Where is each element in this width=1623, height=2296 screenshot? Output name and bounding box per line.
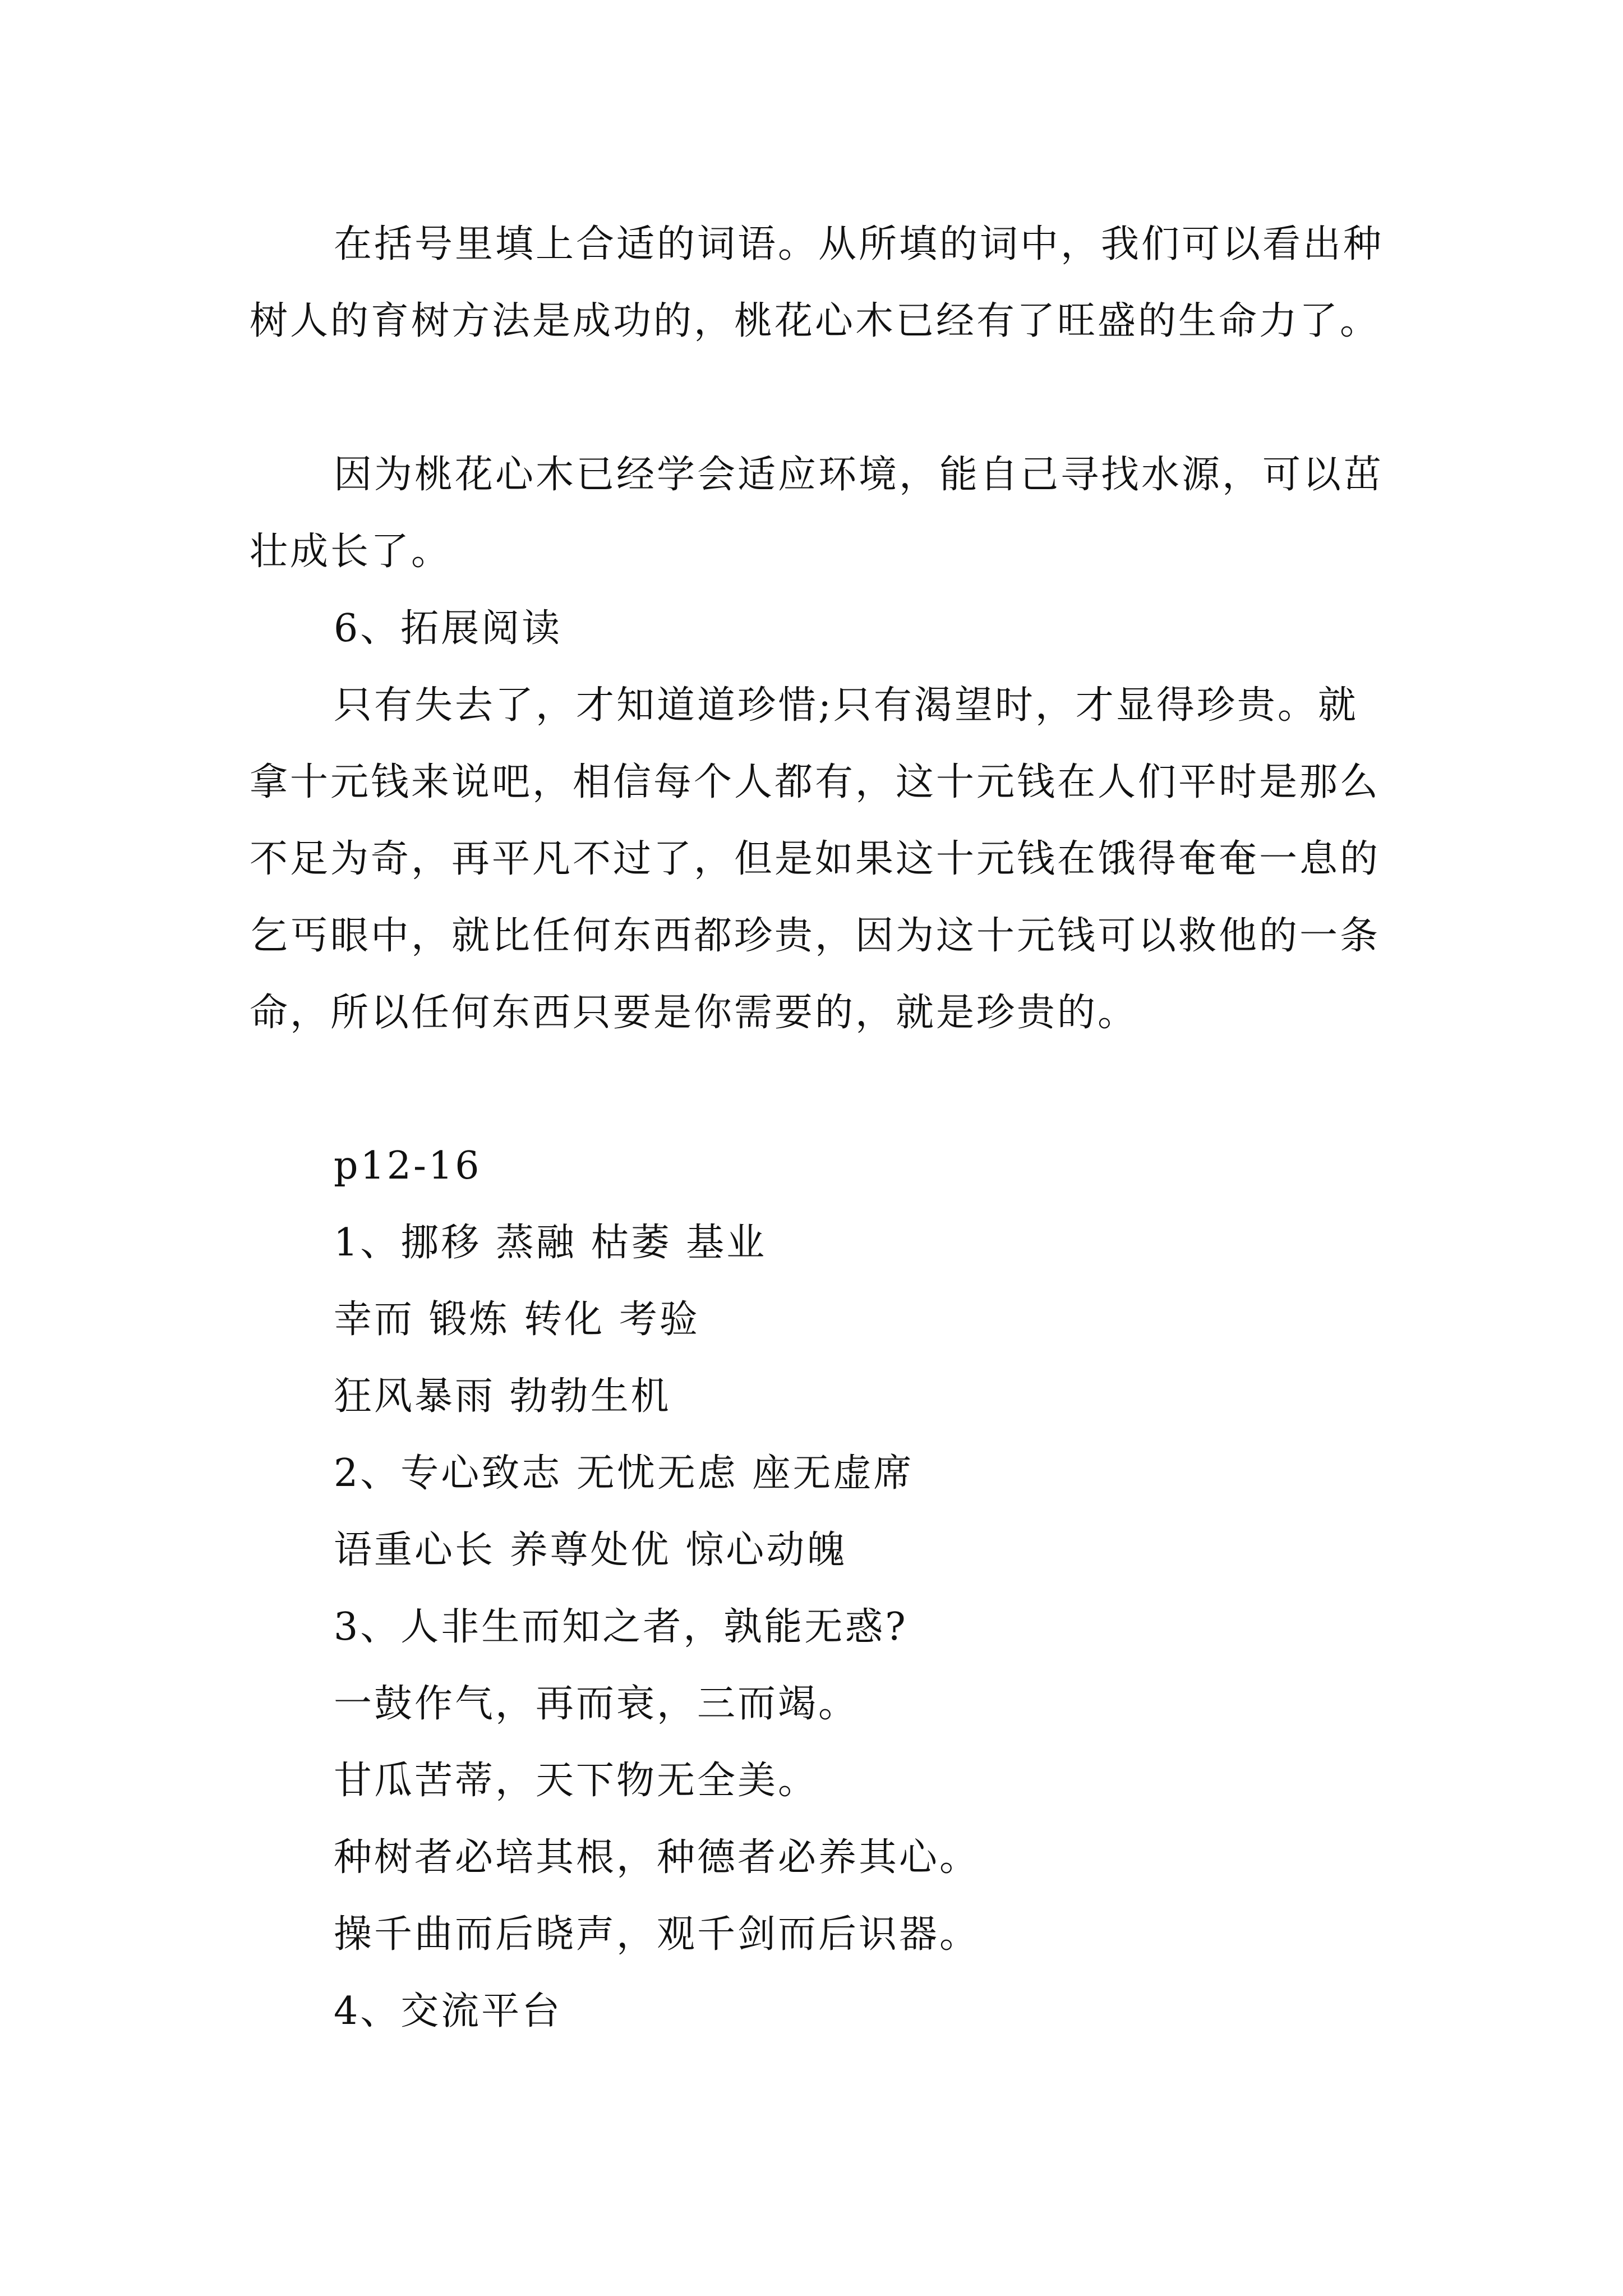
section-heading-extended-reading — [250, 590, 1394, 667]
answer-line: 一鼓作气，再而衰，三而竭。 — [334, 1682, 859, 1726]
answer-line: 操千曲而后晓声，观千剑而后识器。 — [334, 1912, 980, 1957]
answer-line: 幸而 锻炼 转化 考验 — [334, 1297, 700, 1342]
section-heading: 6、拓展阅读 — [334, 606, 562, 651]
paragraph: 只有失去了，才知道道珍惜;只有渴望时，才显得珍贵。就拿十元钱来说吧，相信每个人都有，这十元钱在人们平时是那么不足为奇，再平凡不过了，但是如果这十元钱在饿得奄奄一息的乞丐眼中，就比任何东西都珍贵，因为这十元钱可以救他的一条命，所以任何东西只要是你需要的，就是珍贵的。 — [250, 683, 1381, 1035]
paragraph: 在括号里填上合适的词语。从所填的词中，我们可以看出种树人的育树方法是成功的，桃花心木已经有了旺盛的生命力了。 — [250, 222, 1384, 343]
page-range-label: p12-16 — [334, 1144, 482, 1188]
answer-line: 语重心长 养尊处优 惊心动魄 — [334, 1528, 847, 1572]
answer-line: 1、挪移 蒸融 枯萎 基业 — [334, 1221, 767, 1265]
paragraph-answer-2 — [250, 436, 1394, 590]
paragraph-reading-passage — [250, 667, 1394, 1051]
paragraph-answer-1 — [250, 206, 1394, 360]
answer-line: 种树者必培其根，种德者必养其心。 — [334, 1835, 980, 1880]
answer-line: 甘瓜苦蒂，天下物无全美。 — [334, 1759, 819, 1803]
answer-line: 狂风暴雨 勃勃生机 — [334, 1374, 671, 1419]
paragraph: 因为桃花心木已经学会适应环境，能自己寻找水源，可以茁壮成长了。 — [250, 453, 1384, 574]
answer-line: 3、人非生而知之者，孰能无惑? — [334, 1605, 908, 1649]
section-heading: 4、交流平台 — [334, 1989, 562, 2033]
answer-line: 2、专心致志 无忧无虑 座无虚席 — [334, 1451, 914, 1496]
